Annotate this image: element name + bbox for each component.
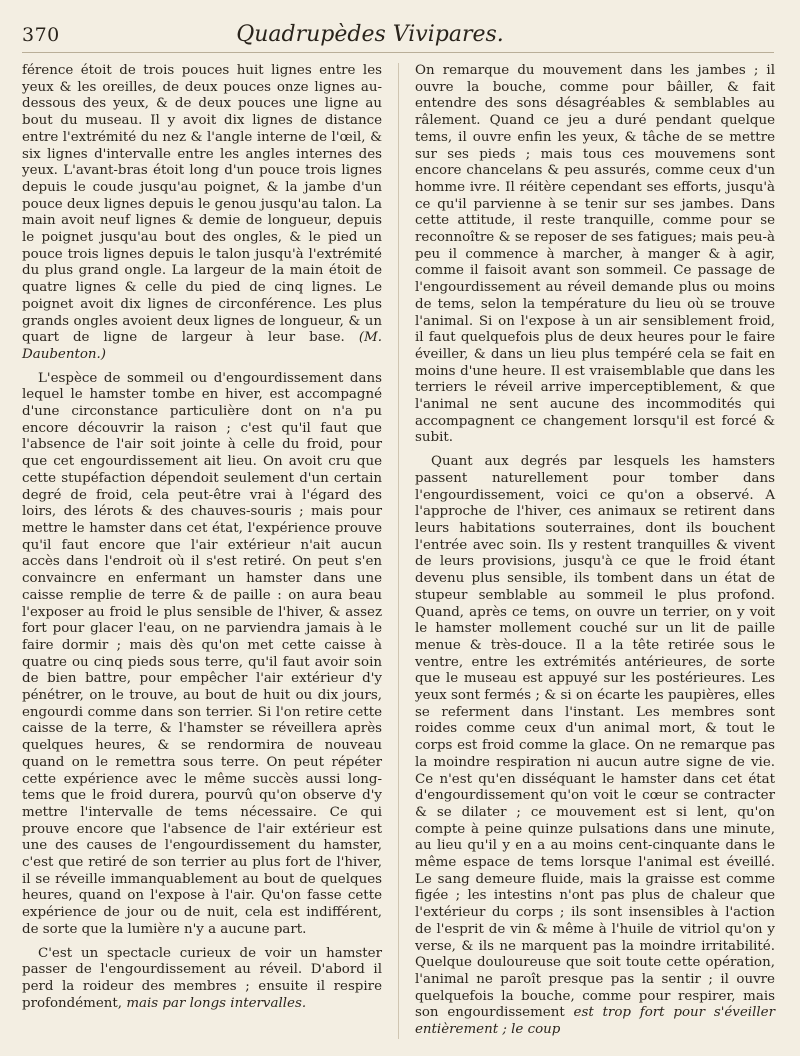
paragraph-italic-end: mais par longs intervalles. bbox=[126, 995, 307, 1011]
running-title: Quadrupèdes Vivipares. bbox=[236, 22, 504, 47]
paragraph: On remarque du mouvement dans les jambes ; il ouvre la bouche, comme pour bâiller, & fait entendre des sons désagréables & semblables au râlement. Quand ce jeu a duré pendant quelque tems, il ouvre enfin les yeux, & tâche de se mettre sur ses pieds ; mais tous ces mouvemens sont encore chancelans & peu assurés, comme ceux d'un homme ivre. Il réitère cependant ses efforts, jusqu'à ce qu'il parvienne à se tenir sur ses jambes. Dans cette attitude, il reste tranquille, comme pour se reconnoître & se reposer de ses fatigues; mais peu-à peu il commence à marcher, à manger & à agir, comme il faisoit avant son sommeil. Ce passage de l'engourdissement au réveil demande plus ou moins de tems, selon la température du lieu où se trouve l'animal. Si on l'expose à un air sensiblement froid, il faut quelquefois plus de deux heures pour le faire éveiller, & dans un lieu plus tempéré cela se fait en moins d'une heure. Il est vraisemblable que dans les terriers le réveil arrive imperceptiblement, & que l'animal ne sent aucune des incommodités qui accompagnent ce changement lorsqu'il est forcé & subit. bbox=[415, 63, 775, 446]
paragraph bbox=[22, 946, 382, 1013]
paragraph: L'espèce de sommeil ou d'engourdissement dans lequel le hamster tombe en hiver, est accompagné d'une circonstance particulière dont on n'a pu encore découvrir la raison ; c'est qu'il faut que l'absence de l'air soit jointe à celle du froid, pour que cet engourdissement ait lieu. On avoit cru que cette stupéfaction dépendoit seulement d'un certain degré de froid, cela peut-être vrai à l'égard des loirs, des lérots & des chauves-souris ; mais pour mettre le hamster dans cet état, l'expérience prouve qu'il faut encore que l'air extérieur n'ait aucun accès dans l'endroit où il s'est retiré. On peut s'en convaincre en enfermant un hamster dans une caisse remplie de terre & de paille : on aura beau l'exposer au froid le plus sensible de l'hiver, & assez fort pour glacer l'eau, on ne parviendra jamais à le faire dormir ; mais dès qu'on met cette caisse à quatre ou cinq pieds sous terre, qu'il faut avoir soin de bien battre, pour empêcher l'air extérieur d'y pénétrer, on le trouve, au bout de huit ou dix jours, engourdi comme dans son terrier. Si l'on retire cette caisse de la terre, & l'hamster se réveillera après quelques heures, & se rendormira de nouveau quand on le remettra sous terre. On peut répéter cette expérience avec le même succès aussi long-tems que le froid durera, pourvû qu'on observe d'y mettre l'intervalle de tems nécessaire. Ce qui prouve encore que l'absence de l'air extérieur est une des causes de l'engourdissement du hamster, c'est que retiré de son terrier au plus fort de l'hiver, il se réveille immanquablement au bout de quelques heures, quand on l'expose à l'air. Qu'on fasse cette expérience de jour ou de nuit, cela est indifférent, de sorte que la lumière n'y a aucune part. bbox=[22, 370, 382, 937]
paragraph-text: C'est un spectacle curieux de voir un hamster passer de l'engourdissement au réveil. D'abord il perd la roideur des membres ; ensuite il respire profondément, bbox=[22, 945, 382, 1011]
left-column bbox=[22, 63, 382, 1039]
page-header bbox=[22, 22, 774, 53]
paragraph bbox=[415, 454, 775, 1039]
paragraph-text: Quant aux degrés par lesquels les hamsters passent naturellement pour tomber dans l'engourdissement, voici ce qu'on a observé. A l'approche de l'hiver, ces animaux se retirent dans leurs habitations souterraines, dont ils bouchent l'entrée avec soin. Ils y restent tranquilles & vivent de leurs provisions, jusqu'à ce que le froid étant devenu plus sensible, ils tombent dans un état de stupeur semblable au sommeil le plus profond. Quand, après ce tems, on ouvre un terrier, on y voit le hamster mollement couché sur un lit de paille menue & très-douce. Il a la tête retirée sous le ventre, entre les extrémités antérieures, de sorte que le museau est appuyé sur les postérieures. Les yeux sont fermés ; & si on écarte les paupières, elles se referment dans l'instant. Les membres sont roides comme ceux d'un animal mort, & tout le corps est froid comme la glace. On ne remarque pas la moindre respiration ni aucun autre signe de vie. Ce n'est qu'en disséquant le hamster dans cet état d'engourdissement qu'on voit le cœur se contracter & se dilater ; ce mouvement est si lent, qu'on compte à peine quinze pulsations dans une minute, au lieu qu'il y en a au moins cent-cinquante dans le même espace de tems lorsque l'animal est éveillé. Le sang demeure fluide, mais la graisse est comme figée ; les intestins n'ont pas plus de chaleur que l'extérieur du corps ; ils sont insensibles à l'action de l'esprit de vin & même à l'huile de vitriol qu'on y verse, & ils ne marquent pas la moindre irritabilité. Quelque douloureuse que soit toute cette opération, l'animal ne paroît presque pas la sentir ; il ouvre quelquefois la bouche, comme pour respirer, mais son engourdissement bbox=[415, 454, 775, 1021]
text-columns bbox=[22, 63, 774, 1039]
paragraph-italic-end: est trop fort pour s'éveiller entièrement ; le coup bbox=[415, 1005, 775, 1038]
paragraph bbox=[22, 63, 382, 364]
right-column bbox=[415, 63, 775, 1039]
column-divider bbox=[398, 63, 399, 1039]
page-number: 370 bbox=[22, 24, 60, 46]
paragraph-text: férence étoit de trois pouces huit lignes entre les yeux & les oreilles, de deux pouces onze lignes au-dessous des yeux, & de deux pouces une ligne au bout du museau. Il y avoit dix lignes de distance entre l'extrémité du nez & l'angle interne de l'œil, & six lignes d'intervalle entre les angles internes des yeux. L'avant-bras étoit long d'un pouce trois lignes depuis le coude jusqu'au poignet, & la jambe d'un pouce deux lignes depuis le genou jusqu'au talon. La main avoit neuf lignes & demie de longueur, depuis le poignet jusqu'au bout des ongles, & le pied un pouce trois lignes depuis le talon jusqu'à l'extrémité du plus grand ongle. La largeur de la main étoit de quatre lignes & celle du pied de cinq lignes. Le poignet avoit dix lignes de circonférence. Les plus grands ongles avoient deux lignes de longueur, & un quart de ligne de largeur à leur base. bbox=[22, 63, 382, 346]
citation: (M. Daubenton.) bbox=[22, 330, 383, 362]
